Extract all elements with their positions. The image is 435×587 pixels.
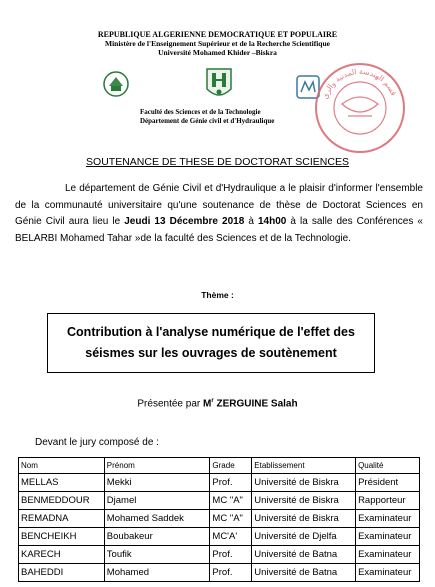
presenter-title-sup: r: [211, 398, 214, 404]
table-row: [19, 510, 420, 528]
university-line: Université Mohamed Khider –Biskra: [158, 48, 277, 57]
ministry-line: Ministère de l'Enseignement Supérieur et de la Recherche Scientifique: [105, 39, 330, 48]
announcement-paragraph: [15, 181, 423, 247]
republic-line: REPUBLIQUE ALGERIENNE DEMOCRATIQUE ET POPULAIRE: [97, 30, 338, 39]
cell-qualite: Examinateur: [356, 510, 420, 528]
table-row: [19, 546, 420, 564]
cell-grade: MC "A": [210, 492, 252, 510]
cell-nom: MELLAS: [19, 474, 105, 492]
theme-label: Thème :: [201, 290, 234, 300]
defense-date: Jeudi 13 Décembre 2018: [124, 216, 245, 227]
cell-qualite: Examinateur: [356, 564, 420, 582]
cell-prenom: Djamel: [104, 492, 210, 510]
cell-qualite: Examinateur: [356, 546, 420, 564]
cell-nom: BENMEDDOUR: [19, 492, 105, 510]
presenter-name: ZERGUINE Salah: [213, 398, 298, 410]
jury-header-row: [19, 458, 420, 474]
header-nom: Nom: [19, 458, 105, 474]
cell-etablissement: Université de Biskra: [252, 492, 356, 510]
cell-etablissement: Université de Batna: [252, 546, 356, 564]
header-qualite: Qualité: [356, 458, 420, 474]
cell-nom: REMADNA: [19, 510, 105, 528]
faculty-block: [140, 108, 274, 126]
page-title: SOUTENANCE DE THESE DE DOCTORAT SCIENCES: [86, 156, 349, 168]
table-row: [19, 528, 420, 546]
cell-prenom: Toufik: [104, 546, 210, 564]
department-stamp: [312, 60, 408, 156]
presented-prefix: Présentée par: [137, 398, 203, 410]
cell-prenom: Mohamed: [104, 564, 210, 582]
document-header: [0, 30, 435, 57]
cell-grade: Prof.: [210, 564, 252, 582]
cell-prenom: Mohamed Saddek: [104, 510, 210, 528]
cell-grade: MC'A': [210, 528, 252, 546]
theme-title: Contribution à l'analyse numérique de l'effet des séismes sur les ouvrages de soutènement: [47, 313, 375, 373]
paragraph-part1: Le département de Génie Civil et d'Hydraulique a le plaisir d'informer l'ensemble de la communauté universitaire qu'une soutenance de thèse de Doctorat Sciences en Génie Civil aura lieu le: [15, 183, 423, 227]
jury-table: [18, 457, 420, 582]
jury-label: Devant le jury composé de :: [35, 437, 159, 448]
cell-etablissement: Université de Biskra: [252, 510, 356, 528]
paragraph-part3: à la salle des Conférences « BELARBI Mohamed Tahar »de la faculté des Sciences et de la Technologie.: [15, 216, 423, 244]
cell-qualite: Examinateur: [356, 528, 420, 546]
left-emblem-icon: [103, 71, 129, 97]
presenter-title: M: [203, 398, 212, 410]
cell-prenom: Boubakeur: [104, 528, 210, 546]
cell-nom: KARECH: [19, 546, 105, 564]
department-line: Département de Génie civil et d'Hydraulique: [140, 117, 275, 125]
cell-nom: BENCHEIKH: [19, 528, 105, 546]
cell-grade: MC "A": [210, 510, 252, 528]
table-row: [19, 492, 420, 510]
svg-text:قسم الهندسة المدنية والري: قسم الهندسة المدنية والري: [320, 66, 399, 101]
table-row: [19, 474, 420, 492]
header-etablissement: Etablissement: [252, 458, 356, 474]
paragraph-part2: à: [244, 216, 258, 227]
faculty-line: Faculté des Sciences et de la Technologie: [140, 108, 261, 116]
header-prenom: Prénom: [104, 458, 210, 474]
university-logo-icon: [205, 67, 233, 101]
cell-nom: BAHEDDI: [19, 564, 105, 582]
header-grade: Grade: [210, 458, 252, 474]
presenter-line: [0, 398, 435, 409]
cell-prenom: Mekki: [104, 474, 210, 492]
table-row: [19, 564, 420, 582]
cell-qualite: Président: [356, 474, 420, 492]
cell-etablissement: Université de Batna: [252, 564, 356, 582]
cell-grade: Prof.: [210, 546, 252, 564]
defense-time: 14h00: [257, 216, 287, 227]
cell-grade: Prof.: [210, 474, 252, 492]
cell-etablissement: Université de Biskra: [252, 474, 356, 492]
cell-qualite: Rapporteur: [356, 492, 420, 510]
cell-etablissement: Université de Djelfa: [252, 528, 356, 546]
